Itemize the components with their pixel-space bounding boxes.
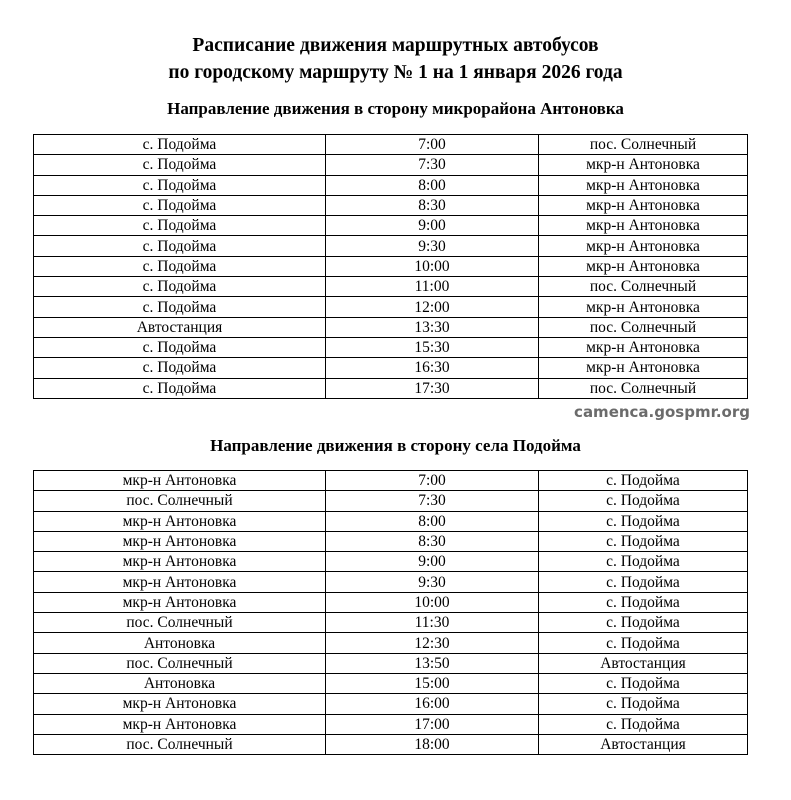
arrival-stop-cell: с. Подойма bbox=[539, 572, 748, 592]
departure-stop-cell: с. Подойма bbox=[34, 155, 326, 175]
table-row bbox=[34, 552, 748, 572]
departure-stop-cell: пос. Солнечный bbox=[34, 653, 326, 673]
arrival-stop-cell: мкр-н Антоновка bbox=[539, 256, 748, 276]
departure-time-cell: 9:00 bbox=[326, 552, 539, 572]
departure-stop-cell: мкр-н Антоновка bbox=[34, 572, 326, 592]
arrival-stop-cell: мкр-н Антоновка bbox=[539, 358, 748, 378]
departure-time-cell: 17:30 bbox=[326, 378, 539, 398]
table-row bbox=[34, 175, 748, 195]
arrival-stop-cell: мкр-н Антоновка bbox=[539, 236, 748, 256]
arrival-stop-cell: с. Подойма bbox=[539, 552, 748, 572]
table-row bbox=[34, 613, 748, 633]
departure-stop-cell: с. Подойма bbox=[34, 195, 326, 215]
table-row bbox=[34, 256, 748, 276]
departure-time-cell: 17:00 bbox=[326, 714, 539, 734]
departure-time-cell: 16:30 bbox=[326, 358, 539, 378]
table-row bbox=[34, 337, 748, 357]
table-row bbox=[34, 633, 748, 653]
section-heading-to-podoima: Направление движения в сторону села Подойма bbox=[210, 436, 581, 455]
arrival-stop-cell: с. Подойма bbox=[539, 633, 748, 653]
table-row bbox=[34, 155, 748, 175]
departure-time-cell: 12:30 bbox=[326, 633, 539, 653]
arrival-stop-cell: пос. Солнечный bbox=[539, 317, 748, 337]
section-heading-to-antonovka: Направление движения в сторону микрорайона Антоновка bbox=[167, 99, 624, 118]
departure-time-cell: 12:00 bbox=[326, 297, 539, 317]
table-row bbox=[34, 653, 748, 673]
departure-stop-cell: с. Подойма bbox=[34, 236, 326, 256]
document-title-line-2: по городскому маршруту № 1 на 1 января 2026 года bbox=[168, 62, 623, 83]
arrival-stop-cell: с. Подойма bbox=[539, 531, 748, 551]
departure-time-cell: 10:00 bbox=[326, 256, 539, 276]
arrival-stop-cell: с. Подойма bbox=[539, 511, 748, 531]
departure-time-cell: 16:00 bbox=[326, 694, 539, 714]
departure-stop-cell: с. Подойма bbox=[34, 337, 326, 357]
departure-time-cell: 7:30 bbox=[326, 155, 539, 175]
arrival-stop-cell: пос. Солнечный bbox=[539, 378, 748, 398]
departure-stop-cell: Антоновка bbox=[34, 673, 326, 693]
schedule-table-to-antonovka bbox=[33, 134, 748, 399]
departure-stop-cell: с. Подойма bbox=[34, 216, 326, 236]
table-row bbox=[34, 297, 748, 317]
arrival-stop-cell: Автостанция bbox=[539, 653, 748, 673]
site-watermark: camenca.gospmr.org bbox=[574, 403, 750, 421]
table-row bbox=[34, 358, 748, 378]
departure-time-cell: 7:00 bbox=[326, 135, 539, 155]
departure-time-cell: 9:30 bbox=[326, 572, 539, 592]
departure-stop-cell: с. Подойма bbox=[34, 175, 326, 195]
arrival-stop-cell: мкр-н Антоновка bbox=[539, 297, 748, 317]
departure-time-cell: 7:30 bbox=[326, 491, 539, 511]
table-row bbox=[34, 592, 748, 612]
table-row bbox=[34, 694, 748, 714]
table-row bbox=[34, 216, 748, 236]
document-title-line-1: Расписание движения маршрутных автобусов bbox=[192, 35, 599, 56]
table-row bbox=[34, 317, 748, 337]
departure-stop-cell: Антоновка bbox=[34, 633, 326, 653]
arrival-stop-cell: мкр-н Антоновка bbox=[539, 175, 748, 195]
departure-stop-cell: Автостанция bbox=[34, 317, 326, 337]
arrival-stop-cell: пос. Солнечный bbox=[539, 135, 748, 155]
table-row bbox=[34, 572, 748, 592]
departure-stop-cell: мкр-н Антоновка bbox=[34, 694, 326, 714]
departure-stop-cell: с. Подойма bbox=[34, 135, 326, 155]
departure-time-cell: 10:00 bbox=[326, 592, 539, 612]
departure-time-cell: 8:00 bbox=[326, 175, 539, 195]
departure-time-cell: 13:50 bbox=[326, 653, 539, 673]
table-row bbox=[34, 714, 748, 734]
departure-time-cell: 8:30 bbox=[326, 531, 539, 551]
arrival-stop-cell: Автостанция bbox=[539, 734, 748, 754]
departure-time-cell: 8:30 bbox=[326, 195, 539, 215]
departure-stop-cell: пос. Солнечный bbox=[34, 491, 326, 511]
arrival-stop-cell: с. Подойма bbox=[539, 491, 748, 511]
table-row bbox=[34, 195, 748, 215]
schedule-table-to-podoima bbox=[33, 470, 748, 755]
table-row bbox=[34, 471, 748, 491]
departure-time-cell: 18:00 bbox=[326, 734, 539, 754]
departure-time-cell: 15:00 bbox=[326, 673, 539, 693]
arrival-stop-cell: с. Подойма bbox=[539, 694, 748, 714]
departure-time-cell: 13:30 bbox=[326, 317, 539, 337]
table-row bbox=[34, 673, 748, 693]
departure-time-cell: 11:00 bbox=[326, 277, 539, 297]
departure-stop-cell: пос. Солнечный bbox=[34, 734, 326, 754]
arrival-stop-cell: с. Подойма bbox=[539, 592, 748, 612]
arrival-stop-cell: мкр-н Антоновка bbox=[539, 155, 748, 175]
table-row bbox=[34, 135, 748, 155]
departure-stop-cell: с. Подойма bbox=[34, 256, 326, 276]
departure-time-cell: 8:00 bbox=[326, 511, 539, 531]
departure-stop-cell: с. Подойма bbox=[34, 277, 326, 297]
arrival-stop-cell: с. Подойма bbox=[539, 613, 748, 633]
arrival-stop-cell: мкр-н Антоновка bbox=[539, 337, 748, 357]
table-row bbox=[34, 277, 748, 297]
departure-stop-cell: мкр-н Антоновка bbox=[34, 592, 326, 612]
arrival-stop-cell: с. Подойма bbox=[539, 471, 748, 491]
table-row bbox=[34, 531, 748, 551]
departure-stop-cell: с. Подойма bbox=[34, 297, 326, 317]
departure-time-cell: 11:30 bbox=[326, 613, 539, 633]
departure-stop-cell: мкр-н Антоновка bbox=[34, 471, 326, 491]
table-row bbox=[34, 236, 748, 256]
departure-time-cell: 15:30 bbox=[326, 337, 539, 357]
departure-stop-cell: с. Подойма bbox=[34, 358, 326, 378]
arrival-stop-cell: мкр-н Антоновка bbox=[539, 195, 748, 215]
arrival-stop-cell: с. Подойма bbox=[539, 673, 748, 693]
arrival-stop-cell: мкр-н Антоновка bbox=[539, 216, 748, 236]
table-row bbox=[34, 734, 748, 754]
departure-stop-cell: мкр-н Антоновка bbox=[34, 552, 326, 572]
departure-stop-cell: мкр-н Антоновка bbox=[34, 714, 326, 734]
departure-time-cell: 7:00 bbox=[326, 471, 539, 491]
departure-stop-cell: мкр-н Антоновка bbox=[34, 511, 326, 531]
table-row bbox=[34, 491, 748, 511]
table-row bbox=[34, 378, 748, 398]
departure-time-cell: 9:30 bbox=[326, 236, 539, 256]
arrival-stop-cell: с. Подойма bbox=[539, 714, 748, 734]
table-row bbox=[34, 511, 748, 531]
departure-time-cell: 9:00 bbox=[326, 216, 539, 236]
departure-stop-cell: с. Подойма bbox=[34, 378, 326, 398]
departure-stop-cell: мкр-н Антоновка bbox=[34, 531, 326, 551]
arrival-stop-cell: пос. Солнечный bbox=[539, 277, 748, 297]
departure-stop-cell: пос. Солнечный bbox=[34, 613, 326, 633]
